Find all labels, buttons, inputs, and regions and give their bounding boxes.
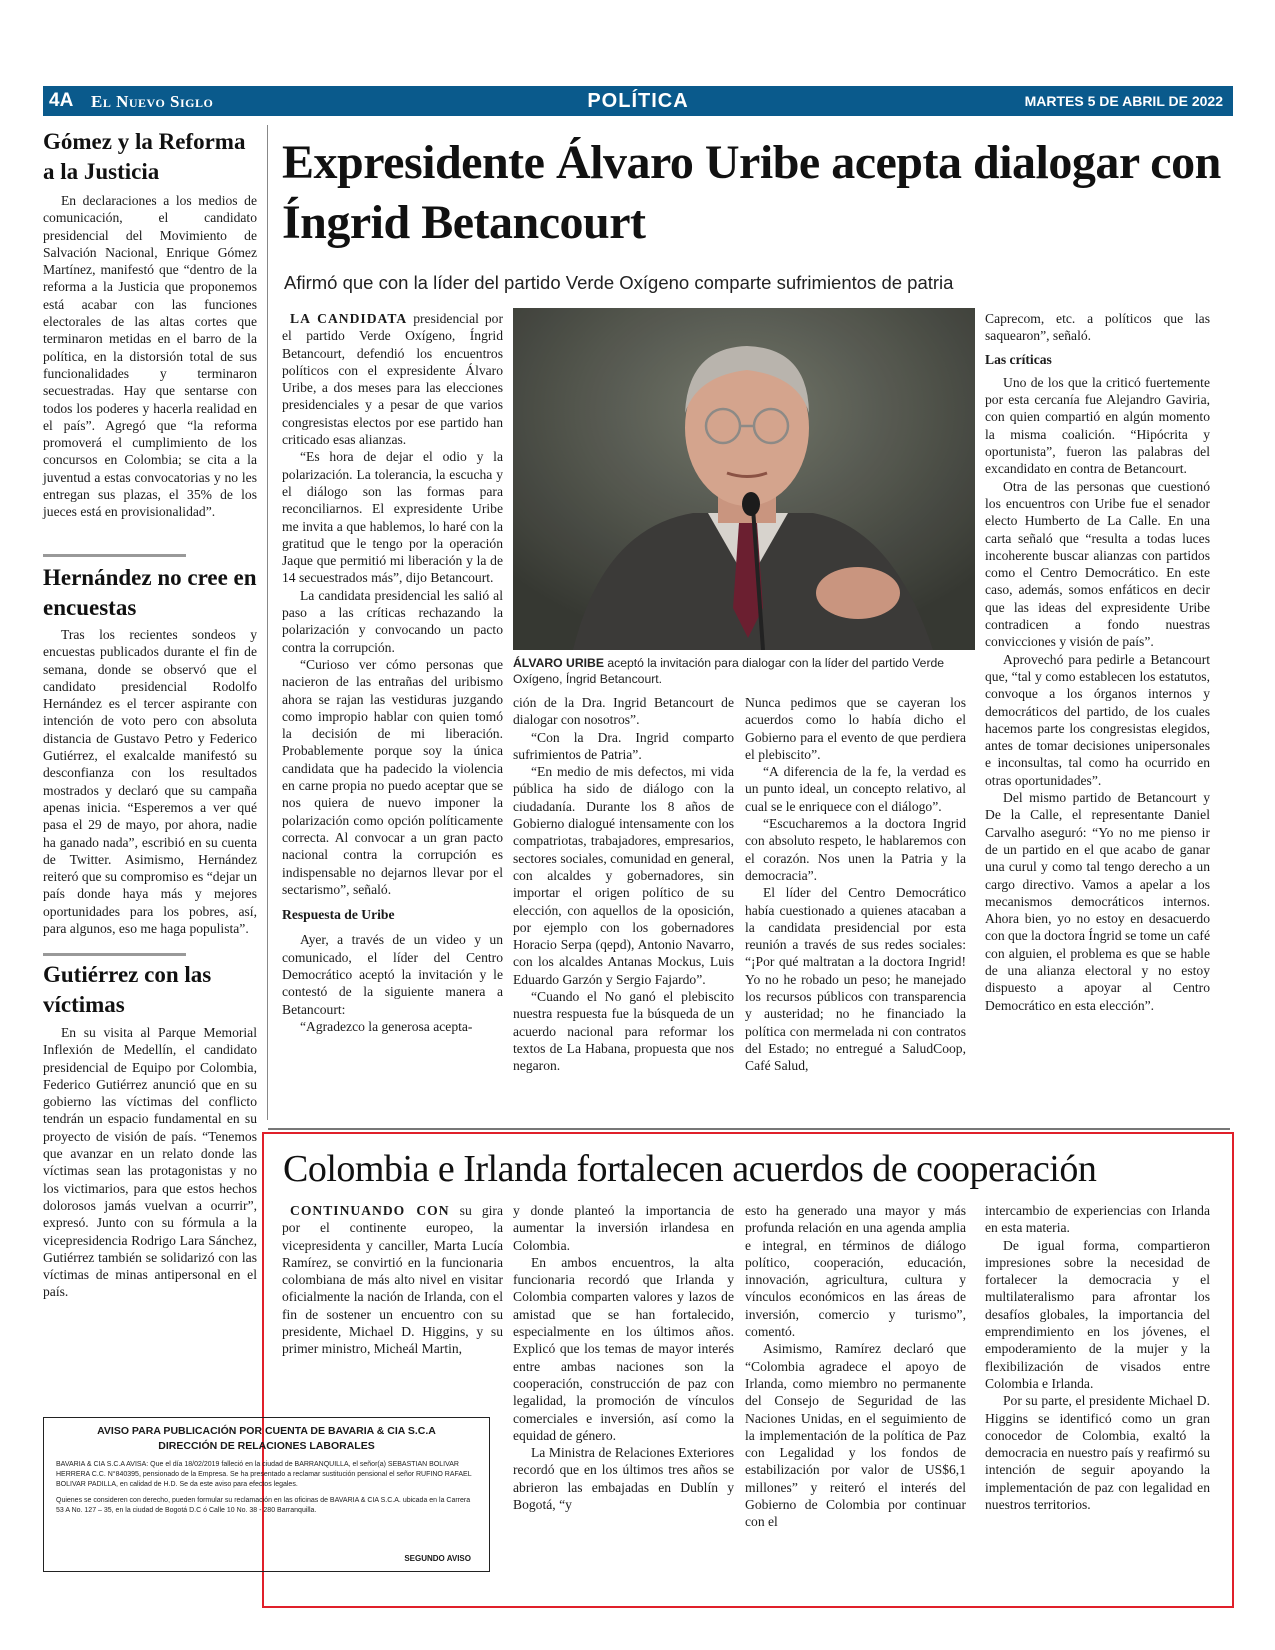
subheading: Respuesta de Uribe bbox=[282, 907, 395, 923]
section-name: POLÍTICA bbox=[587, 90, 689, 112]
brief-paragraph: En declaraciones a los medios de comunicación, el candidato presidencial del Movimiento de Salvación Nacional, Enrique Gómez Martínez, manifestó que “dentro de la reforma a la Justicia que proponemos está acabar con las funciones electorales de las altas cortes que terminaron metidas en el barro de la política, en la distorsión total de sus funcionalidades y terminaron secuestradas. Hay que sentarse con todos los poderes y hacerla realidad en el país”. Agregó que “la reforma promoverá el cumplimiento de los concursos en Colombia; se cita a la juventud a estas convocatorias y no les entregan sus plazas, el 35% de los jueces está en provisionalidad”. bbox=[43, 193, 257, 520]
article2-column-4: intercambio de experiencias con Irlanda en esta materia. De igual forma, compartieron impresiones sobre la necesidad de fortalecer la democracia y el multilateralismo para afrontar los desafíos globales, la importancia del emprendimiento en los jóvenes, el empoderamiento de la mujer y la flexibilización de visados entre Colombia e Irlanda. Por su parte, el presidente Michael D. Higgins se identificó como un gran conocedor de Colombia, exaltó la democracia en nuestro país y reafirmó su intención de seguir apoyando la implementación de paz con legalidad en nuestros territorios. bbox=[985, 1203, 1210, 1513]
article2-column-3: esto ha generado una mayor y más profunda relación en una agenda amplia e integral, en términos de diálogo político, cooperación, educación, innovación, agricultura, cultura y vínculos económicos en las áreas de inversión, comercio y turismo”, comentó. Asimismo, Ramírez declaró que “Colombia agradece el apoyo de Irlanda, como miembro no permanente del Consejo de Seguridad de las Naciones Unidas, en el seguimiento de la implementación de la política de Paz con Legalidad y los fondos de estabilización por valor de US$6,1 millones” y reiteró el interés del Gobierno de Colombia por continuar con el bbox=[745, 1203, 966, 1530]
notice-signature: SEGUNDO AVISO bbox=[404, 1554, 471, 1563]
article2-column-1: CONTINUANDO CON su gira por el continente europeo, la vicepresidenta y canciller, Marta Lucía Ramírez, se convirtió en la funcionaria colombiana de más alto nivel en visitar oficialmente la nación de Irlanda, con el fin de sostener un encuentro con su presidente, Michael D. Higgins, y su primer ministro, Micheál Martin, bbox=[282, 1203, 503, 1357]
newspaper-name: El Nuevo Siglo bbox=[91, 92, 214, 111]
photo-caption: ÁLVARO URIBE aceptó la invitación para dialogar con la líder del partido Verde Oxígeno, Íngrid Betancourt. bbox=[513, 656, 945, 686]
divider bbox=[43, 554, 186, 557]
brief-body-hernandez bbox=[43, 626, 257, 937]
article1-column-4: Caprecom, etc. a políticos que las saquearon”, señaló. Las críticas Uno de los que la criticó fuertemente por esta cercanía fue Alejandro Gaviria, con quien compartió en algún momento la misma coalición. “Hipócrita y oportunista”, fueron las palabras del excandidato en contra de Betancourt. Otra de las personas que cuestionó los encuentros con Uribe fue el senador electo Humberto de La Calle. En una carta señaló que “resulta a todas luces incoherente buscar alianzas con partidos como el Centro Democrático. En este caso, además, somos enfáticos en decir que las ideas del expresidente Uribe contradicen a fondo nuestras convicciones y visión de país”. Aprovechó para pedirle a Betancourt que, “tal y como establecen los estatutos, convoque a los órganos internos y democráticos del partido, de los cuales hacemos parte los congresistas elegidos, antes de tomar decisiones unipersonales e inconsultas, tal como ha ocurrido en otras oportunidades”. Del mismo partido de Betancourt y De la Calle, el representante Daniel Carvalho aseguró: “Yo no me pienso ir de un partido en el que acabo de ganar una curul y como tal tengo derecho a un cargo directivo. Vamos a apelar a los mecanismos democráticos internos. Ahora bien, yo no estoy en desacuerdo con que la doctora Íngrid se tome un café con alguien, el problema es que se hable de una alianza electoral y no estoy dispuesto a apoyar al Centro Democrático en esta elección”. bbox=[985, 311, 1210, 1013]
portrait-illustration bbox=[513, 308, 975, 650]
notice-text-2: Quienes se consideren con derecho, pueden formular su reclamación en las oficinas de BAVARIA & CIA S.C.A. ubicada en la Carrera 53 A No. 127 – 35, en la ciudad de Bogotá D.C ó Calle 10 No. 38 - 280 Barranquilla. bbox=[56, 1497, 471, 1514]
notice-heading: AVISO PARA PUBLICACIÓN POR CUENTA DE BAVARIA & CIA S.C.A DIRECCIÓN DE RELACIONES LABORALES bbox=[97, 1425, 436, 1452]
brief-paragraph: Tras los recientes sondeos y encuestas publicados durante el fin de semana, donde se observó que el candidato presidencial Rodolfo Hernández es el tercer aspirante con intención de voto pero con absoluta distancia de Gustavo Petro y Federico Gutiérrez, el exalcalde manifestó su desconfianza con los resultados mostrados y declaró que su campaña apenas inicia. “Esperemos a ver qué pasa el 29 de mayo, por ahora, nadie ha ganado nada”, escribió en su cuenta de Twitter. Asimismo, Hernández reiteró que su compromiso es “dejar un país donde haya más y mejores oportunidades para los pobres, así, para algunos, eso me haga populista”. bbox=[43, 627, 257, 937]
article2-column-2: y donde planteó la importancia de aumentar la inversión irlandesa en Colombia. En ambos encuentros, la alta funcionaria recordó que Irlanda y Colombia comparten valores y lazos de amistad que se han fortalecido, especialmente en los últimos años. Explicó que los temas de mayor interés entre ambas naciones son la cooperación, construcción de paz con legalidad, la promoción de vínculos comerciales e inversión, así como la equidad de género. La Ministra de Relaciones Exteriores recordó que en los últimos tres años se abrieron las embajadas en Dublín y Bogotá, “y bbox=[513, 1203, 734, 1513]
notice-text-1: BAVARIA & CIA S.C.A AVISA: Que el día 18/02/2019 falleció en la ciudad de BARRANQUILLA, el señor(a) SEBASTIAN BOLIVAR HERRERA C.C. N°840395, pensionado de la Empresa. Se ha presentado a reclamar sustitución pensional el señor RUFINO RAFAEL BOLIVAR PADILLA, en calidad de H.D. Se da este aviso para efectos legales. bbox=[56, 1461, 472, 1488]
legal-notice bbox=[43, 1417, 490, 1572]
article-divider bbox=[268, 1128, 1230, 1130]
subheading: Las críticas bbox=[985, 351, 1052, 367]
brief-body-gomez bbox=[43, 192, 257, 521]
brief-body-gutierrez bbox=[43, 1024, 257, 1301]
headline-2: Colombia e Irlanda fortalecen acuerdos de cooperación bbox=[283, 1148, 1097, 1190]
caption-lead: ÁLVARO URIBE bbox=[513, 656, 604, 670]
issue-date: MARTES 5 DE ABRIL DE 2022 bbox=[1024, 93, 1223, 109]
column-divider bbox=[267, 125, 268, 1120]
uribe-photo bbox=[513, 308, 975, 650]
brief-heading-hernandez: Hernández no cree en encuestas bbox=[43, 565, 257, 620]
headline: Expresidente Álvaro Uribe acepta dialogar con Íngrid Betancourt bbox=[282, 136, 1221, 249]
article1-column-2: ción de la Dra. Ingrid Betancourt de dialogar con nosotros”. “Con la Dra. Ingrid comparto sufrimientos de Patria”. “En medio de mis defectos, mi vida pública ha sido de diálogo con la ciudadanía. Durante los 8 años de Gobierno dialogué intensamente con los compatriotas, trabajadores, empresarios, sectores sociales, comunidad en general, con alcaldes y gobernadores, sin importar el origen político de su elección, con aquellos de la oposición, por ejemplo con los gobernadores Horacio Serpa (qepd), Antonio Navarro, con los alcaldes Antanas Mockus, Luis Eduardo Garzón y Sergio Fajardo”. “Cuando el No ganó el plebiscito nuestra respuesta fue la búsqueda de un acuerdo nacional para reformar los textos de La Habana, propuesta que nos negaron. bbox=[513, 695, 734, 1074]
brief-heading-gomez: Gómez y la Reforma a la Justicia bbox=[43, 129, 246, 184]
article1-column-3: Nunca pedimos que se cayeran los acuerdos como lo había dicho el Gobierno para el evento de que perdiera el plebiscito”. “A diferencia de la fe, la verdad es un punto ideal, un concepto relativo, al cual se le enriquece con el diálogo”. “Escucharemos a la doctora Ingrid con absoluto respeto, le hablaremos con el corazón. Nos unen la Patria y la democracia”. El líder del Centro Democrático había cuestionado a quienes atacaban a la candidata presidencial por esta reunión a través de sus redes sociales: “¡Por qué maltratan a la doctora Ingrid! Yo no he robado un peso; he manejado los recursos públicos con transparencia y austeridad; no he financiado la política con mermelada ni con contratos del Estado; no entregué a SaludCoop, Café Salud, bbox=[745, 695, 966, 1074]
divider bbox=[43, 953, 186, 956]
article1-column-1: LA CANDIDATA presidencial por el partido Verde Oxígeno, Íngrid Betancourt, defendió los encuentros políticos con el expresidente Álvaro Uribe, a dos meses para las elecciones presidenciales y a pesar de que varios congresistas electos por ese partido han criticado esas alianzas. “Es hora de dejar el odio y la polarización. La tolerancia, la escucha y el diálogo son las formas para reconciliarnos. El expresidente Uribe me invita a que hablemos, lo haré con la gratitud que le tengo por la operación Jaque que permitió mi liberación y la de 14 secuestrados más”, dijo Betancourt. La candidata presidencial les salió al paso a las críticas rechazando la polarización y convocando un pacto contra la corrupción. “Curioso ver cómo personas que nacieron de las entrañas del uribismo ahora se rajan las vestiduras juzgando como impropio hablar con quien tomó la decisión de mi liberación. Probablemente porque soy la única candidata que ha padecido la violencia en carne propia no puedo aceptar que se nos quiera de nuevo imponer la polarización como opción políticamente correcta. Al convocar a un gran pacto nacional contra la corrupción es indispensable no dejarnos llevar por el sectarismo”, señaló. Respuesta de Uribe Ayer, a través de un video y un comunicado, el líder del Centro Democrático aceptó la invitación y le contestó de la siguiente manera a Betancourt: “Agradezco la generosa acepta- bbox=[282, 311, 504, 1034]
page-header-bar bbox=[43, 86, 1233, 116]
brief-paragraph: En su visita al Parque Memorial Inflexión de Medellín, el candidato presidencial de Equipo por Colombia, Federico Gutiérrez anunció que en su gobierno las víctimas del conflicto tendrán un espacio fundamental en su proyecto de visión de país. “Tenemos que avanzar en un relato donde las víctimas sean las protagonistas y no los victimarios, para que estos hechos dolorosos jamás vuelvan a ocurrir”, expresó. Junto con su fórmula a la vicepresidencia Rodrigo Lara Sánchez, Gutiérrez también se solidarizó con las víctimas de minas antipersonal en el país. bbox=[43, 1025, 257, 1300]
page-number: 4A bbox=[49, 90, 74, 111]
brief-heading-gutierrez: Gutiérrez con las víctimas bbox=[43, 962, 212, 1017]
lead-in: CONTINUANDO CON bbox=[290, 1203, 450, 1218]
lead-in: LA CANDIDATA bbox=[290, 311, 408, 326]
subheadline: Afirmó que con la líder del partido Verde Oxígeno comparte sufrimientos de patria bbox=[284, 272, 954, 293]
